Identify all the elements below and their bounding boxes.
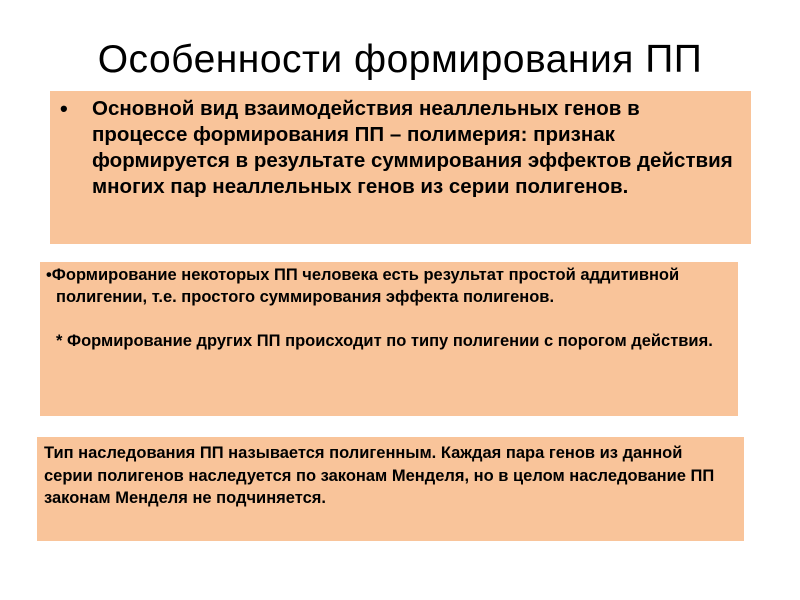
polygeny-types-box (40, 262, 738, 416)
threshold-polygeny-text: * Формирование других ПП происходит по типу полигении с порогом действия. (56, 332, 713, 350)
bullet-icon: • (60, 96, 68, 121)
inheritance-type-box (37, 437, 744, 541)
main-point-text: Основной вид взаимодействия неаллельных генов в процессе формирования ПП – полимерия: признак формируется в результате суммирования эффектов действия многих пар неаллельных генов из серии полигенов. (92, 97, 733, 198)
additive-polygeny-text: •Формирование некоторых ПП человека есть результат простой аддитивной полигении, т.е. простого суммирования эффекта полигенов. (46, 266, 680, 306)
slide-title: Особенности формирования ПП (97, 38, 703, 81)
main-point-box (50, 91, 751, 244)
inheritance-type-text: Тип наследования ПП называется полигенным. Каждая пара генов из данной серии полигенов наследуется по законам Менделя, но в целом наследование ПП законам Менделя не подчиняется. (44, 444, 715, 507)
